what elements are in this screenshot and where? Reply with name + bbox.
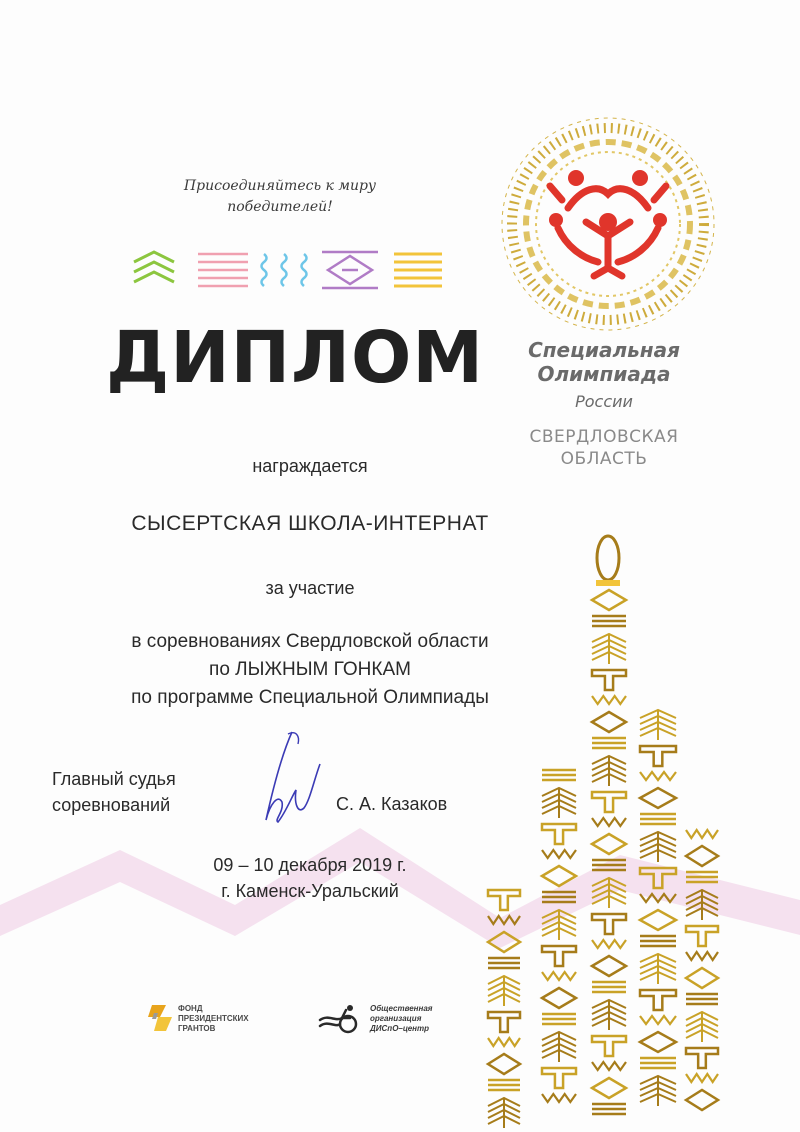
fund-line-2: ПРЕЗИДЕНТСКИХ	[178, 1014, 249, 1023]
date-line: 09 – 10 декабря 2019 г.	[213, 855, 407, 875]
awarded-label: награждается	[252, 456, 368, 476]
tagline-line-1: Присоединяйтесь к миру	[183, 178, 377, 194]
presidential-grants-fund-logo-icon	[148, 1003, 174, 1033]
judge-signature	[252, 724, 332, 834]
event-line-2: по ЛЫЖНЫМ ГОНКАМ	[209, 659, 411, 680]
fund-line-1: ФОНД	[178, 1004, 203, 1013]
org-label	[370, 1004, 432, 1034]
participation-label: за участие	[265, 578, 355, 598]
golden-towers-ornament	[470, 530, 730, 1130]
so-region-line-1: СВЕРДЛОВСКАЯ	[529, 427, 679, 447]
org-line-2: организация	[370, 1014, 422, 1023]
tagline-line-2: победителей!	[227, 199, 333, 215]
judge-title	[52, 766, 176, 818]
ornament-row-icon	[132, 248, 452, 292]
special-olympics-region	[504, 426, 704, 470]
fund-line-3: ГРАНТОВ	[178, 1024, 216, 1033]
judge-title-line-1: Главный судья	[52, 769, 176, 789]
special-olympics-emblem-icon	[496, 112, 720, 336]
judge-name: С. А. Казаков	[336, 794, 448, 814]
wheelchair-athlete-logo-icon	[318, 1004, 368, 1034]
presidential-grants-fund-label	[178, 1004, 249, 1034]
event-line-1: в соревнованиях Свердловской области	[131, 631, 489, 652]
diploma-title: ДИПЛОМ	[105, 316, 485, 399]
so-region-line-2: ОБЛАСТЬ	[560, 449, 648, 469]
judge-title-line-2: соревнований	[52, 795, 171, 815]
tagline	[140, 176, 420, 218]
place-line: г. Каменск-Уральский	[221, 881, 399, 901]
org-line-1: Общественная	[370, 1004, 433, 1013]
special-olympics-country: России	[575, 392, 633, 411]
special-olympics-title	[504, 338, 704, 386]
event-line-3: по программе Специальной Олимпиады	[131, 687, 489, 708]
so-title-line-2: Олимпиада	[537, 362, 671, 386]
org-line-3: ДИСпО–центр	[370, 1024, 430, 1033]
recipient-name: СЫСЕРТСКАЯ ШКОЛА-ИНТЕРНАТ	[131, 512, 489, 535]
so-title-line-1: Специальная	[528, 338, 680, 362]
